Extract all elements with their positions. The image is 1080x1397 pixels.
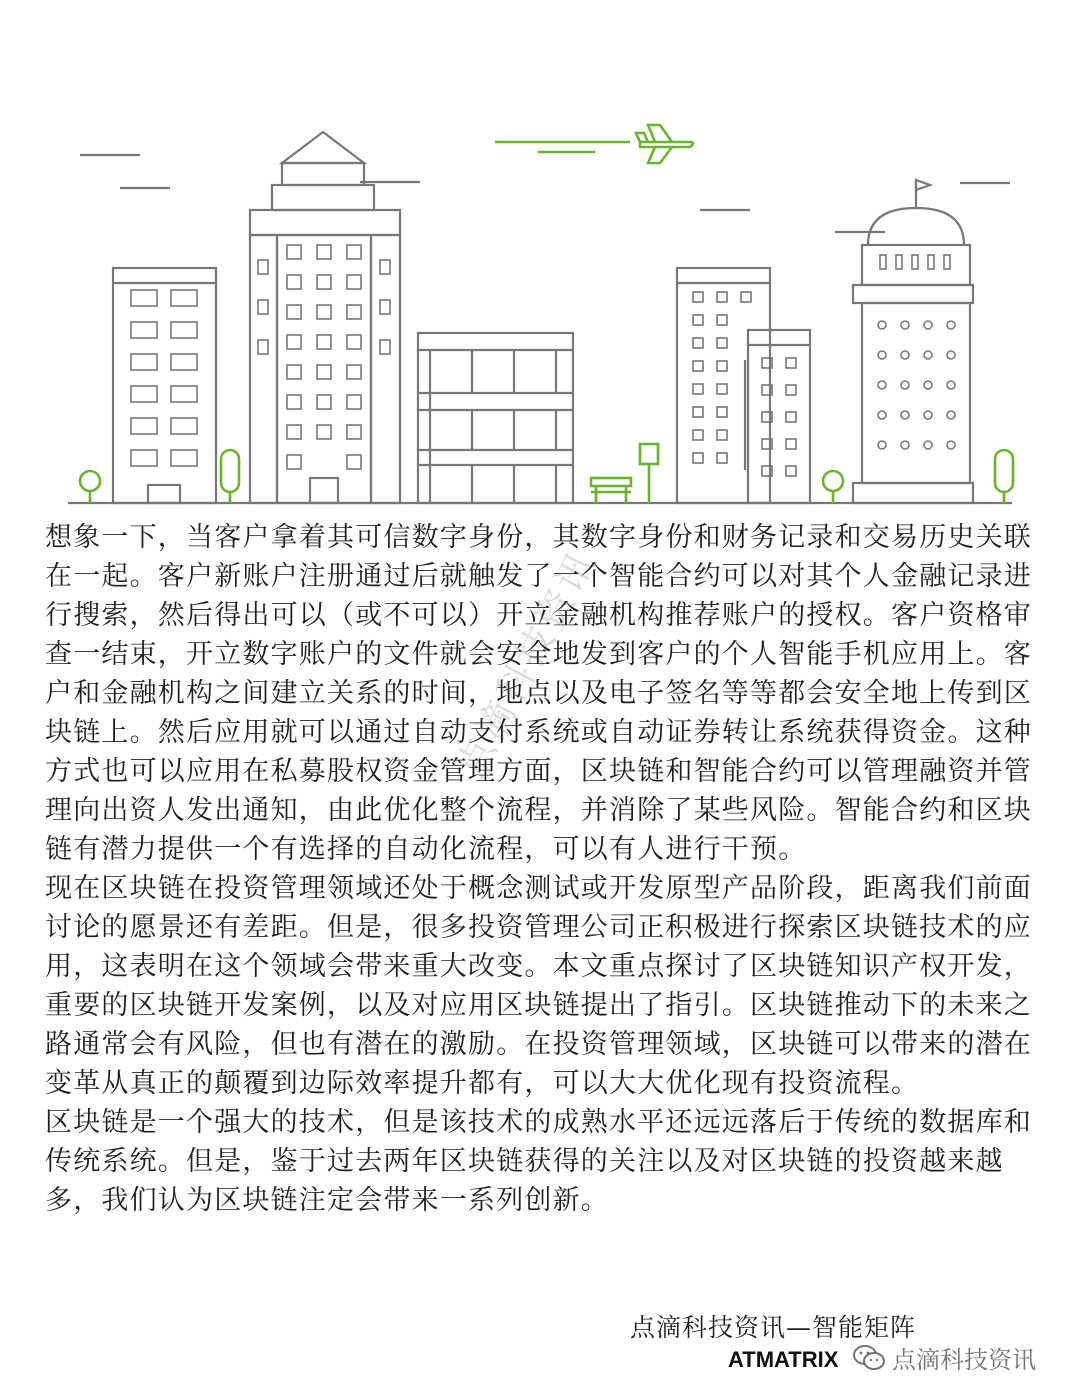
wechat-watermark (852, 1340, 1036, 1375)
wechat-icon (852, 1344, 886, 1372)
building1-windows (131, 290, 197, 466)
signature-line: 点滴科技资讯—智能矩阵 (630, 1313, 917, 1342)
brand-label: ATMATRIX (728, 1347, 839, 1372)
article-paragraph-2: 现在区块链在投资管理领域还处于概念测试或开发原型产品阶段，距离我们前面讨论的愿景还有差距。但是，很多投资管理公司正积极进行探索区块链技术的应用，这表明在这个领域会带来重大改变。本文重点探讨了区块链知识产权开发，重要的区块链开发案例，以及对应用区块链提出了指引。区块链推动下的未来之路通常会有风险，但也有潜在的激励。在投资管理领域，区块链可以带来的潜在变革从真正的颠覆到边际效率提升都有，可以大大优化现有投资流程。 (45, 873, 1032, 1099)
wechat-account-label: 点滴科技资讯 (892, 1346, 1036, 1374)
tower-building (250, 132, 400, 503)
domed-building (853, 180, 973, 503)
city-skyline-illustration (0, 0, 1080, 520)
article-paragraph-1: 想象一下，当客户拿着其可信数字身份，其数字身份和财务记录和交易历史关联在一起。客户新账户注册通过后就触发了一个智能合约可以对其个人金融记录进行搜索，然后得出可以（或不可以）开立金融机构推荐账户的授权。客户资格审查一结束，开立数字账户的文件就会安全地发到客户的个人智能手机应用上。客户和金融机构之间建立关系的时间，地点以及电子签名等等都会安全地上传到区块链上。然后应用就可以通过自动支付系统或自动证券转让系统获得资金。这种方式也可以应用在私募股权资金管理方面，区块链和智能合约可以管理融资并管理向出资人发出通知，由此优化整个流程，并消除了某些风险。智能合约和区块链有潜力提供一个有选择的自动化流程，可以有人进行干预。 (45, 522, 1032, 865)
article-paragraph-3: 区块链是一个强大的技术，但是该技术的成熟水平还远远落后于传统的数据库和传统系统。但是，鉴于过去两年区块链获得的关注以及对区块链的投资越来越多，我们认为区块链注定会带来一系列创新。 (45, 1107, 1032, 1216)
green-accents (80, 142, 1013, 503)
diagonal-watermark: 点滴科技资讯 (447, 541, 606, 785)
glass-building (418, 333, 573, 503)
airplane-icon (636, 125, 693, 163)
